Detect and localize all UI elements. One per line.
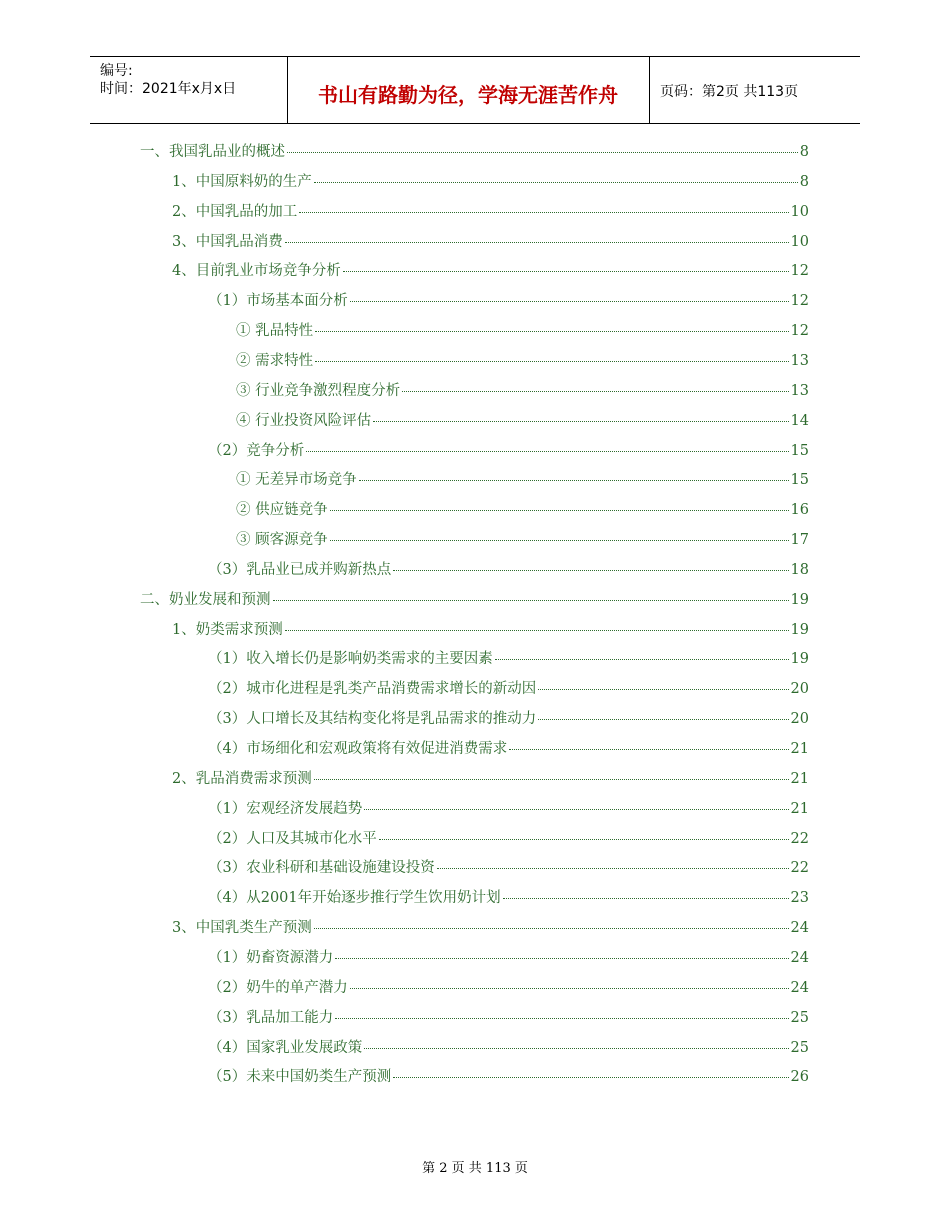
toc-entry-title: 一、我国乳品业的概述	[140, 144, 285, 160]
toc-entry[interactable]	[208, 707, 809, 737]
toc-entry-title: （4）市场细化和宏观政策将有效促进消费需求	[208, 741, 508, 757]
toc-entry[interactable]	[208, 737, 809, 767]
toc-entry-title: ③ 顾客源竞争	[236, 532, 328, 549]
toc-entry-title: （4）国家乳业发展政策	[208, 1039, 363, 1056]
toc-entry-page: 13	[790, 382, 809, 399]
toc-entry[interactable]	[172, 200, 809, 230]
toc-entry-page: 17	[790, 532, 809, 549]
toc-entry-title: （5）未来中国奶类生产预测	[208, 1069, 392, 1086]
toc-leader-dots	[314, 182, 798, 183]
toc-entry-page: 21	[790, 800, 809, 817]
toc-entry-page: 10	[790, 233, 809, 250]
toc-leader-dots	[373, 421, 788, 422]
toc-entry-title: 1、中国原料奶的生产	[172, 173, 312, 190]
toc-leader-dots	[364, 809, 788, 810]
toc-entry[interactable]	[208, 677, 809, 707]
toc-entry-title: ② 需求特性	[236, 352, 314, 369]
toc-entry-title: ④ 行业投资风险评估	[236, 412, 372, 429]
toc-leader-dots	[379, 839, 789, 840]
toc-leader-dots	[359, 480, 789, 481]
toc-leader-dots	[503, 898, 789, 899]
toc-entry[interactable]	[208, 946, 809, 976]
toc-entry-title: ① 乳品特性	[236, 323, 314, 340]
toc-entry-title: ③ 行业竞争激烈程度分析	[236, 382, 401, 399]
toc-entry[interactable]	[208, 439, 809, 469]
toc-leader-dots	[350, 988, 789, 989]
toc-entry-page: 12	[790, 263, 809, 280]
toc-entry-title: 3、中国乳品消费	[172, 233, 283, 250]
toc-entry-title: （4）从2001年开始逐步推行学生饮用奶计划	[208, 890, 501, 907]
toc-entry[interactable]	[208, 558, 809, 588]
toc-entry[interactable]	[208, 797, 809, 827]
toc-entry-page: 15	[790, 442, 809, 459]
toc-entry[interactable]	[172, 230, 809, 260]
toc-entry[interactable]	[236, 349, 809, 379]
toc-entry-title: （3）乳品加工能力	[208, 1009, 334, 1026]
toc-entry-title: （2）奶牛的单产潜力	[208, 979, 348, 996]
toc-entry-page: 19	[790, 621, 809, 638]
toc-entry-page: 26	[790, 1069, 809, 1086]
toc-entry-title: 二、奶业发展和预测	[140, 591, 271, 608]
toc-leader-dots	[314, 928, 789, 929]
toc-entry-page: 24	[790, 920, 809, 937]
toc-entry[interactable]	[172, 618, 809, 648]
toc-entry-page: 8	[799, 144, 809, 160]
toc-entry-page: 20	[790, 711, 809, 728]
toc-entry-page: 10	[790, 203, 809, 220]
toc-entry[interactable]	[140, 588, 809, 618]
toc-leader-dots	[364, 1048, 788, 1049]
toc-entry[interactable]	[236, 468, 809, 498]
toc-entry-page: 15	[790, 472, 809, 489]
header-meta-cell	[90, 57, 288, 123]
toc-entry-page: 19	[790, 651, 809, 668]
toc-entry-title: （1）宏观经济发展趋势	[208, 800, 363, 817]
toc-entry[interactable]	[172, 767, 809, 797]
toc-entry[interactable]	[236, 319, 809, 349]
toc-entry-title: ① 无差异市场竞争	[236, 472, 357, 489]
toc-entry[interactable]	[236, 379, 809, 409]
toc-leader-dots	[538, 719, 788, 720]
toc-entry-title: （1）市场基本面分析	[208, 293, 348, 310]
toc-entry-title: （1）奶畜资源潜力	[208, 949, 334, 966]
toc-leader-dots	[437, 868, 789, 869]
toc-entry-page: 22	[790, 860, 809, 877]
toc-leader-dots	[343, 271, 789, 272]
toc-entry-title: （3）农业科研和基础设施建设投资	[208, 860, 435, 877]
toc-entry-page: 24	[790, 949, 809, 966]
toc-entry-page: 23	[790, 890, 809, 907]
toc-leader-dots	[538, 689, 788, 690]
toc-entry-page: 8	[799, 173, 809, 190]
toc-entry-page: 14	[790, 412, 809, 429]
toc-entry-title: 2、乳品消费需求预测	[172, 770, 312, 787]
toc-leader-dots	[393, 570, 788, 571]
toc-leader-dots	[306, 451, 788, 452]
toc-entry-page: 21	[790, 770, 809, 787]
toc-entry[interactable]	[208, 1006, 809, 1036]
toc-entry-page: 12	[790, 323, 809, 340]
toc-leader-dots	[330, 510, 789, 511]
toc-leader-dots	[299, 212, 788, 213]
toc-leader-dots	[287, 152, 798, 153]
toc-leader-dots	[314, 779, 789, 780]
toc-entry-title: （3）乳品业已成并购新热点	[208, 561, 392, 578]
toc-leader-dots	[315, 331, 788, 332]
toc-entry-title: 1、奶类需求预测	[172, 621, 283, 638]
toc-leader-dots	[315, 361, 788, 362]
toc-entry[interactable]	[208, 289, 809, 319]
toc-entry-title: 2、中国乳品的加工	[172, 203, 298, 220]
toc-entry-page: 25	[790, 1009, 809, 1026]
toc-entry-page: 12	[790, 293, 809, 310]
toc-entry[interactable]	[208, 647, 809, 677]
toc-leader-dots	[509, 749, 788, 750]
toc-entry-page: 19	[790, 591, 809, 608]
toc-entry-title: （2）城市化进程是乳类产品消费需求增长的新动因	[208, 681, 537, 698]
toc-entry-title: 4、目前乳业市场竞争分析	[172, 263, 341, 280]
toc-entry[interactable]	[236, 528, 809, 558]
toc-entry-title: （2）竞争分析	[208, 442, 305, 459]
toc-leader-dots	[285, 630, 789, 631]
toc-entry-page: 18	[790, 561, 809, 578]
toc-entry-page: 21	[790, 741, 809, 757]
toc-leader-dots	[285, 242, 789, 243]
header-page-number: 页码：第2页 共113页	[660, 84, 799, 100]
toc-entry-page: 16	[790, 502, 809, 519]
toc-leader-dots	[402, 391, 788, 392]
header-motto-cell	[287, 57, 650, 123]
toc-entry-title: 3、中国乳类生产预测	[172, 920, 312, 937]
toc-entry-page: 24	[790, 979, 809, 996]
toc-entry[interactable]	[208, 1036, 809, 1066]
toc-leader-dots	[273, 600, 789, 601]
header-page-cell	[650, 57, 860, 123]
toc-leader-dots	[350, 301, 789, 302]
toc-entry[interactable]	[208, 886, 809, 916]
toc-entry[interactable]	[172, 916, 809, 946]
motto: 书山有路勤为径，学海无涯苦作舟	[318, 83, 618, 107]
toc-entry-page: 20	[790, 681, 809, 698]
toc-entry-title: ② 供应链竞争	[236, 502, 328, 519]
toc-entry-title: （1）收入增长仍是影响奶类需求的主要因素	[208, 651, 493, 668]
toc-entry[interactable]	[236, 409, 809, 439]
toc-entry-title: （3）人口增长及其结构变化将是乳品需求的推动力	[208, 711, 537, 728]
toc-entry[interactable]	[208, 1065, 809, 1095]
footer-page-number: 第 2 页 共 113 页	[422, 1161, 528, 1176]
toc-entry[interactable]	[172, 170, 809, 200]
toc-leader-dots	[495, 659, 789, 660]
toc-entry[interactable]	[236, 498, 809, 528]
toc-entry-page: 25	[790, 1039, 809, 1056]
time-label: 时间：2021年x月x日	[100, 81, 237, 97]
toc-leader-dots	[393, 1077, 788, 1078]
page-header	[90, 56, 860, 124]
toc-entry[interactable]	[140, 140, 809, 170]
number-label: 编号:	[100, 63, 133, 79]
toc-entry[interactable]	[208, 976, 809, 1006]
toc-entry-title: （2）人口及其城市化水平	[208, 830, 377, 847]
toc-entry[interactable]	[208, 827, 809, 857]
toc-entry[interactable]	[172, 259, 809, 289]
page-footer	[0, 1157, 950, 1176]
toc-leader-dots	[330, 540, 789, 541]
toc-entry-page: 13	[790, 352, 809, 369]
toc-leader-dots	[335, 1018, 788, 1019]
toc-entry[interactable]	[208, 856, 809, 886]
toc-leader-dots	[335, 958, 788, 959]
toc-entry-page: 22	[790, 830, 809, 847]
